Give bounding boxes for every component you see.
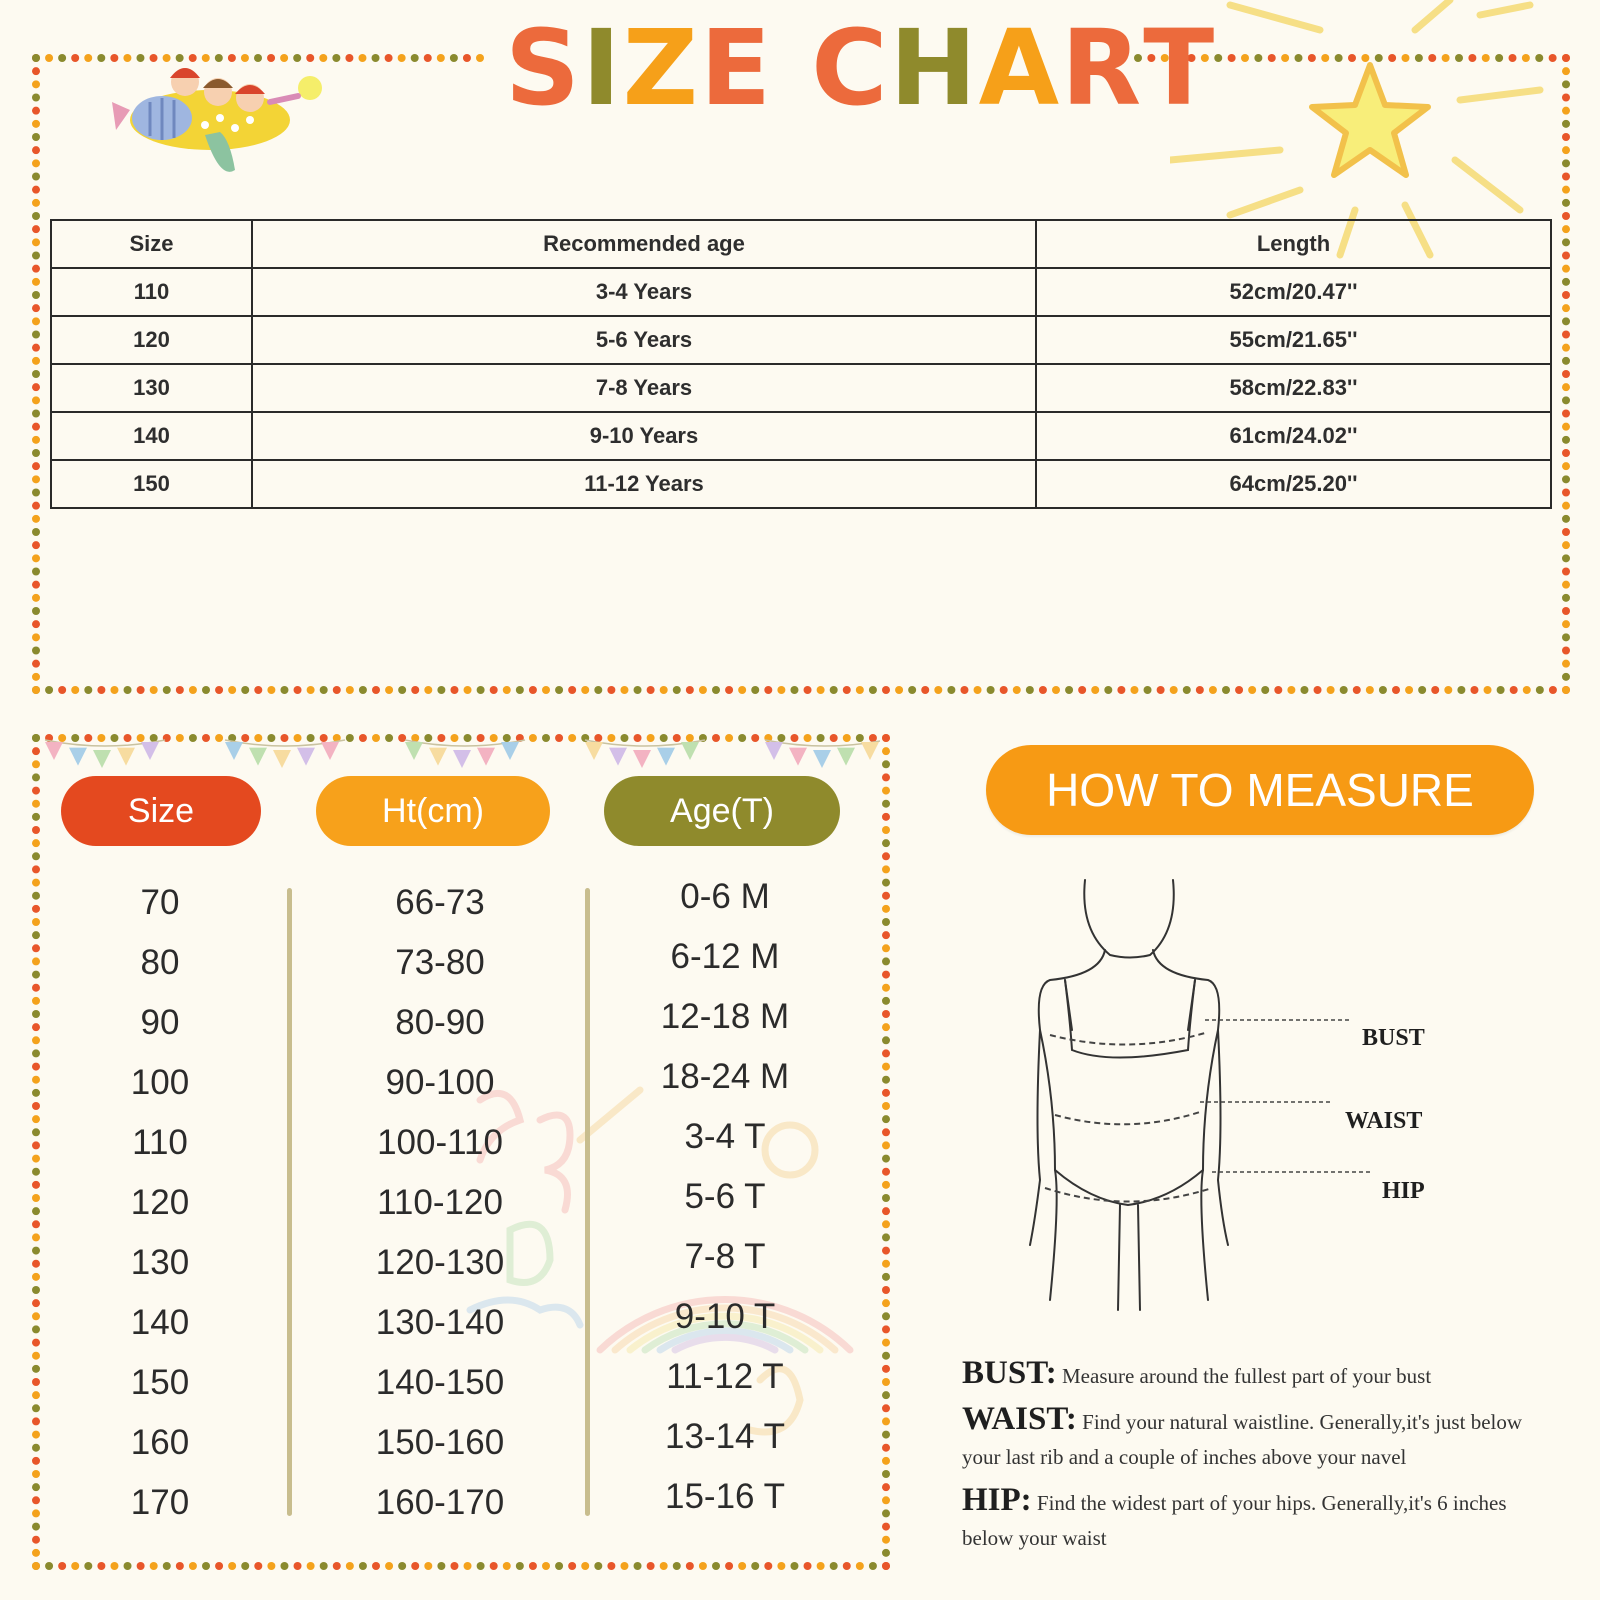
list-item: 130 [130, 1243, 190, 1282]
cell-age: 3-4 Years [252, 268, 1036, 316]
list-item: 170 [130, 1483, 190, 1522]
column-divider [287, 888, 292, 1516]
cell-length: 55cm/21.65'' [1036, 316, 1551, 364]
list-item: 100 [130, 1063, 190, 1102]
size-length-table [50, 219, 1552, 509]
list-item: 6-12 M [670, 937, 780, 976]
age-column [640, 872, 810, 1532]
title-word-chart [811, 8, 1216, 128]
age-column-header: Age(T) [604, 776, 840, 846]
list-item: 150 [130, 1363, 190, 1402]
list-item: 9-10 T [674, 1297, 776, 1336]
header-recommended-age: Recommended age [252, 220, 1036, 268]
height-column-header: Ht(cm) [316, 776, 550, 846]
cell-size: 110 [51, 268, 252, 316]
title-word-size [505, 8, 773, 128]
height-column [360, 878, 520, 1538]
list-item: 80 [140, 943, 180, 982]
list-item: 15-16 T [665, 1477, 785, 1516]
list-item: 70 [140, 883, 180, 922]
hip-definition: HIP: Find the widest part of your hips. Generally,it's 6 inches below your waist [962, 1482, 1507, 1550]
list-item: 110 [132, 1123, 188, 1162]
header-size: Size [51, 220, 252, 268]
title-letter: Z [622, 7, 701, 129]
list-item: 80-90 [395, 1003, 485, 1042]
list-item: 150-160 [375, 1423, 505, 1462]
size-column [105, 878, 215, 1538]
header-length: Length [1036, 220, 1551, 268]
body-measurement-figure-icon [1010, 870, 1430, 1320]
title-letter: S [505, 7, 582, 129]
cell-size: 120 [51, 316, 252, 364]
cell-age: 9-10 Years [252, 412, 1036, 460]
list-item: 0-6 M [680, 877, 770, 916]
title-letter: I [581, 7, 623, 129]
title-letter: A [978, 7, 1062, 129]
list-item: 13-14 T [665, 1417, 785, 1456]
list-item: 12-18 M [660, 997, 790, 1036]
hip-label: HIP [1382, 1178, 1425, 1204]
size-column-header: Size [61, 776, 261, 846]
list-item: 110-120 [377, 1183, 503, 1222]
list-item: 120-130 [375, 1243, 505, 1282]
airplane-kids-illustration [110, 40, 340, 190]
how-to-measure-banner: HOW TO MEASURE [986, 745, 1534, 835]
list-item: 160-170 [375, 1483, 505, 1522]
waist-label: WAIST [1345, 1108, 1423, 1134]
bunting-flags-decoration [40, 738, 880, 778]
title-letter: C [811, 7, 890, 129]
list-item: 7-8 T [684, 1237, 766, 1276]
table-row [51, 460, 1551, 508]
list-item: 120 [130, 1183, 190, 1222]
list-item: 18-24 M [660, 1057, 790, 1096]
column-divider [585, 888, 590, 1516]
list-item: 11-12 T [666, 1357, 784, 1396]
cell-length: 61cm/24.02'' [1036, 412, 1551, 460]
cell-size: 140 [51, 412, 252, 460]
cell-age: 7-8 Years [252, 364, 1036, 412]
table-row [51, 364, 1551, 412]
list-item: 90 [140, 1003, 180, 1042]
list-item: 130-140 [375, 1303, 505, 1342]
table-row [51, 268, 1551, 316]
cell-size: 130 [51, 364, 252, 412]
cell-length: 52cm/20.47'' [1036, 268, 1551, 316]
cell-age: 11-12 Years [252, 460, 1036, 508]
title-letter: H [889, 7, 979, 129]
list-item: 73-80 [395, 943, 485, 982]
waist-definition: WAIST: Find your natural waistline. Generally,it's just below your last rib and a couple of inches above your navel [962, 1401, 1523, 1469]
title-letter: R [1061, 7, 1144, 129]
bust-label: BUST [1362, 1025, 1425, 1051]
bust-definition: BUST: Measure around the fullest part of your bust [962, 1355, 1432, 1391]
list-item: 5-6 T [684, 1177, 766, 1216]
cell-age: 5-6 Years [252, 316, 1036, 364]
table-row [51, 316, 1551, 364]
list-item: 90-100 [385, 1063, 495, 1102]
table-header-row [51, 220, 1551, 268]
title-letter: E [700, 7, 774, 129]
list-item: 66-73 [395, 883, 485, 922]
list-item: 160 [130, 1423, 190, 1462]
table-row [51, 412, 1551, 460]
list-item: 3-4 T [684, 1117, 766, 1156]
cell-length: 64cm/25.20'' [1036, 460, 1551, 508]
list-item: 140 [130, 1303, 190, 1342]
measurement-definitions [962, 1356, 1562, 1556]
list-item: 100-110 [377, 1123, 503, 1162]
cell-length: 58cm/22.83'' [1036, 364, 1551, 412]
list-item: 140-150 [375, 1363, 505, 1402]
page-title [505, 7, 1217, 129]
cell-size: 150 [51, 460, 252, 508]
title-letter: T [1143, 7, 1217, 129]
